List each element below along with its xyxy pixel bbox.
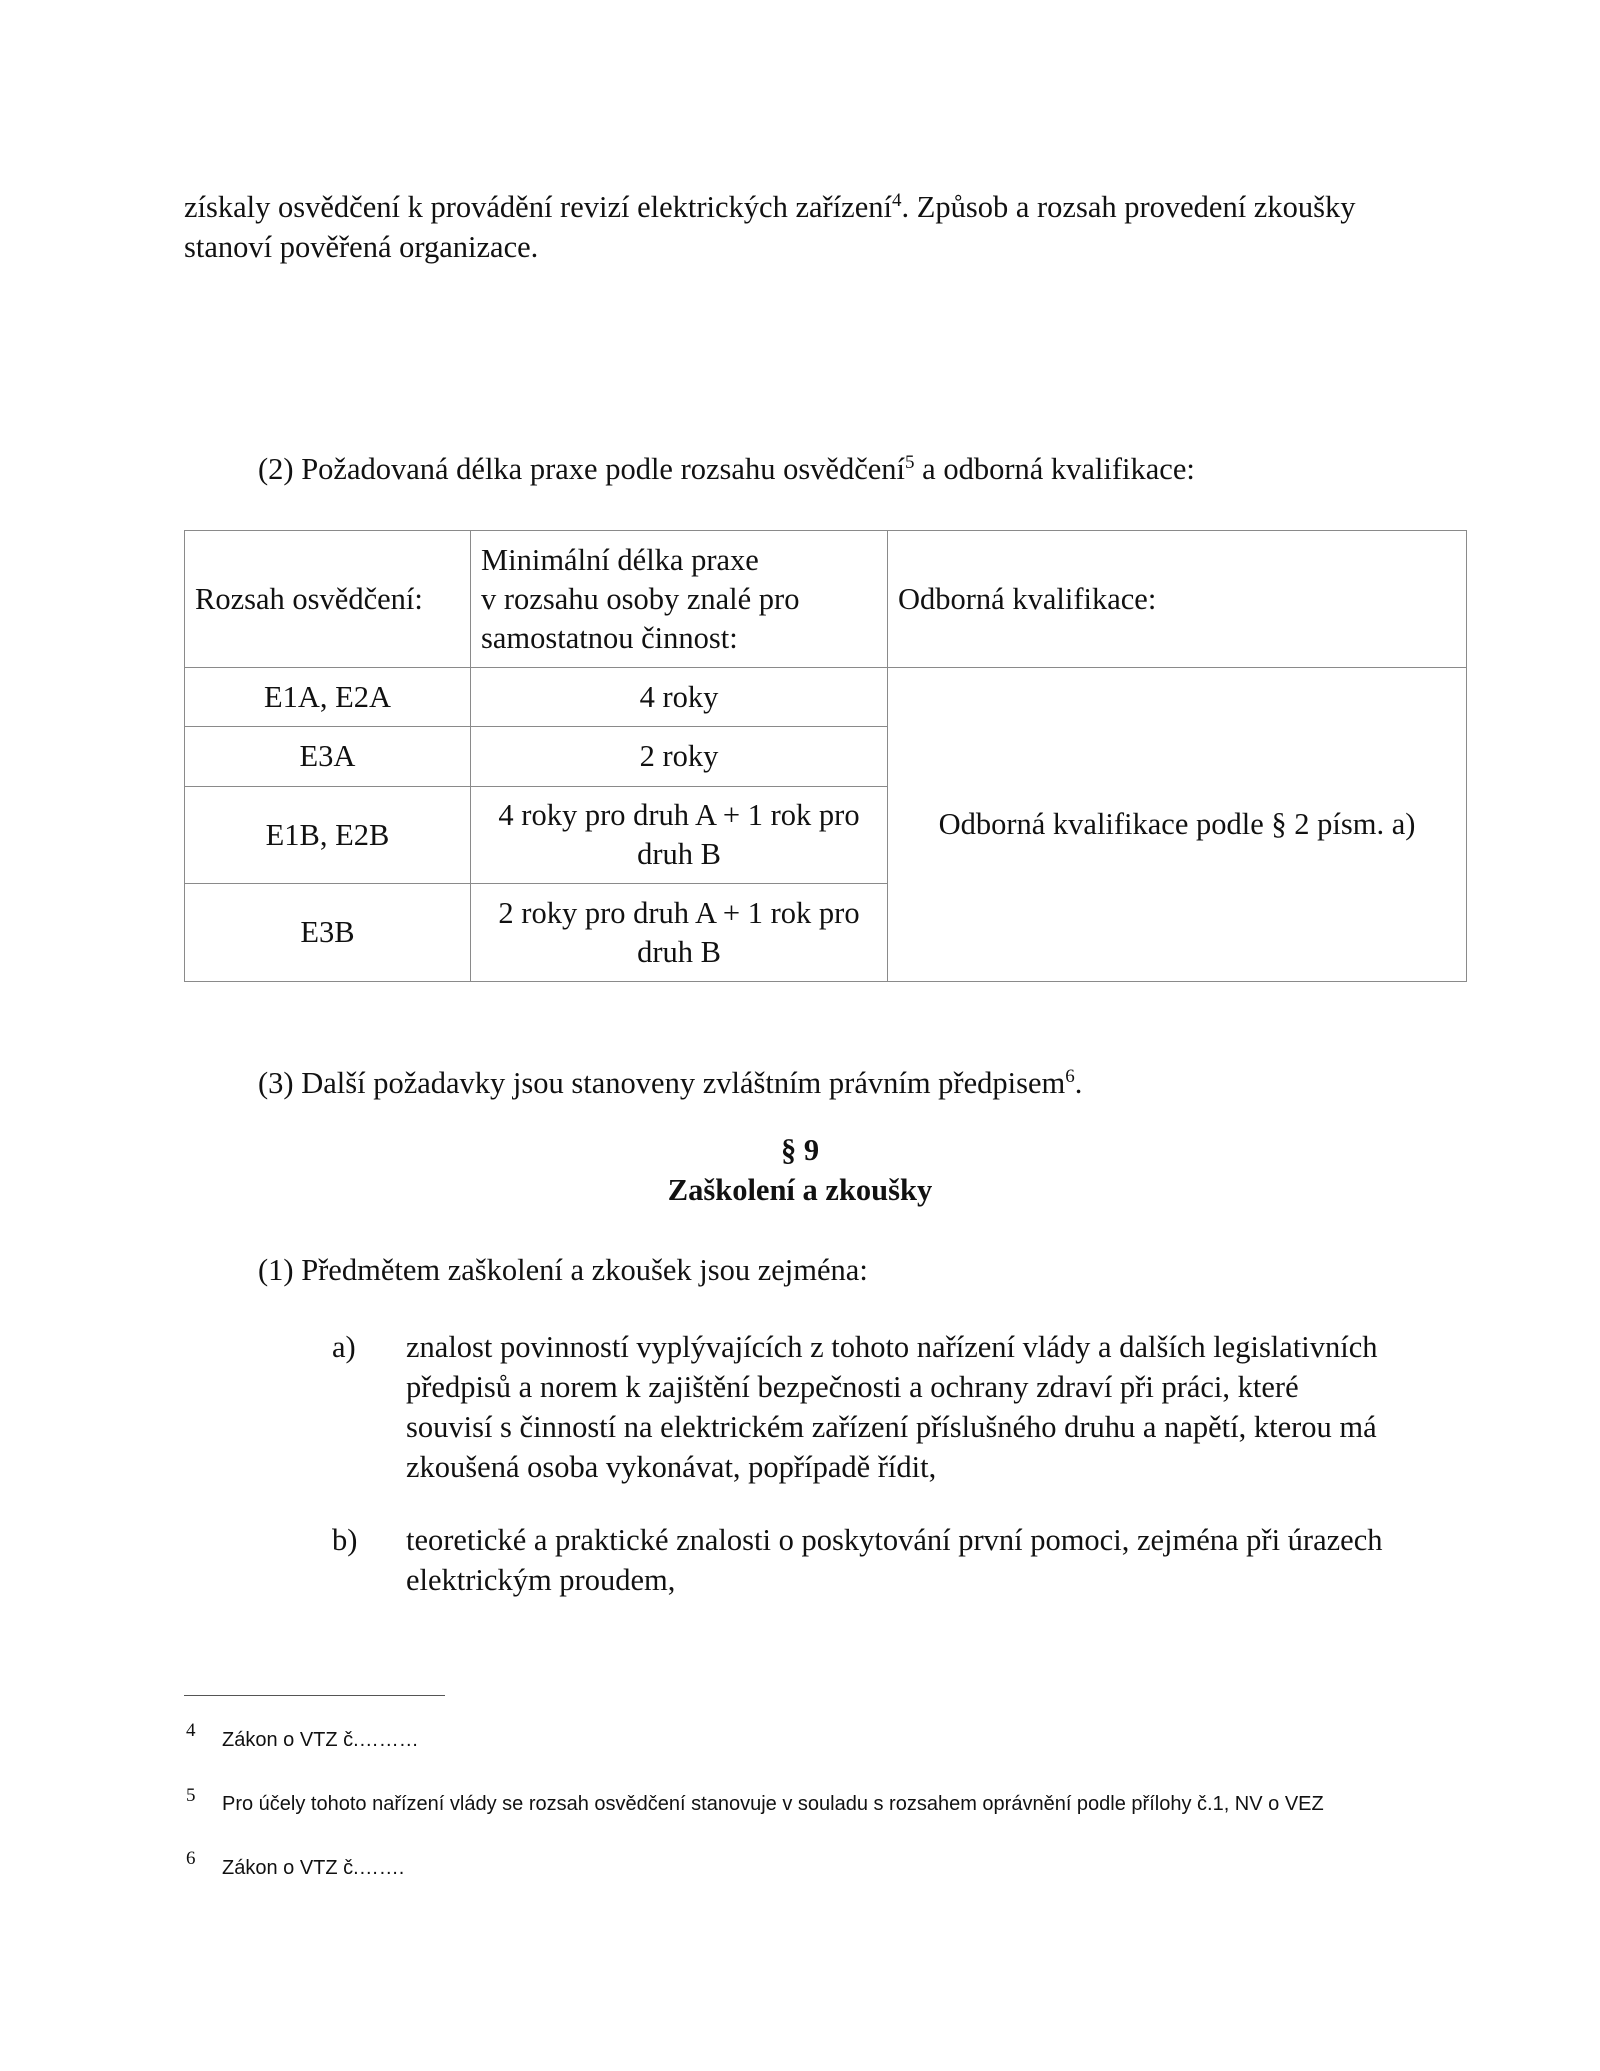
list-item-line: teoretické a praktické znalosti o poskytování první pomoci, zejména při úrazech <box>406 1523 1383 1557</box>
cell-qualification: Odborná kvalifikace podle § 2 písm. a) <box>888 668 1467 982</box>
paragraph-2-text-a: (2) Požadovaná délka praxe podle rozsahu osvědčení <box>258 452 906 486</box>
cell-practice-line: 2 roky <box>639 739 719 773</box>
footnote-ref-6[interactable]: 6 <box>1065 1066 1075 1087</box>
list-item-text <box>406 1327 1426 1487</box>
list-item-line: souvisí s činností na elektrickém zařízení příslušného druhu a napětí, kterou má <box>406 1410 1377 1444</box>
cell-practice <box>471 787 888 884</box>
paragraph-2 <box>258 449 1195 489</box>
cell-practice <box>471 727 888 787</box>
cell-scope: E1B, E2B <box>185 787 471 884</box>
list-item-line: zkoušená osoba vykonávat, popřípadě řídit, <box>406 1450 937 1484</box>
paragraph-3-text-a: (3) Další požadavky jsou stanoveny zvláštním právním předpisem <box>258 1066 1066 1100</box>
section-number: § 9 <box>780 1133 820 1167</box>
cell-practice-line: druh B <box>637 934 721 969</box>
header-practice-line: v rozsahu osoby znalé pro <box>481 581 800 616</box>
section-title: Zaškolení a zkoušky <box>667 1173 933 1207</box>
header-scope: Rozsah osvědčení: <box>185 531 471 668</box>
list-item-label: b) <box>332 1523 358 1557</box>
intro-text-b: . Způsob a rozsah provedení zkoušky stanoví pověřená organizace. <box>184 190 1356 264</box>
list-item-label: a) <box>332 1330 356 1364</box>
cell-practice-line: druh B <box>637 837 721 871</box>
footnote-text: Zákon o VTZ č.……… <box>222 1729 419 1751</box>
list-item-line: znalost povinností vyplývajících z tohoto nařízení vlády a dalších legislativních <box>406 1330 1378 1364</box>
cell-practice-line: 4 roky <box>639 679 719 714</box>
list-item-line: předpisů a norem k zajištění bezpečnosti a ochrany zdraví při práci, které <box>406 1370 1299 1404</box>
cell-practice-line: 4 roky pro druh A + 1 rok pro <box>498 798 860 832</box>
footnote-number: 5 <box>186 1785 196 1806</box>
paragraph-3-text-b: . <box>1074 1066 1083 1100</box>
footnote-separator <box>184 1695 445 1696</box>
paragraph-3 <box>258 1063 1082 1103</box>
list-item-line: elektrickým proudem, <box>406 1563 676 1597</box>
header-practice <box>471 531 888 668</box>
footnote-text: Pro účely tohoto nařízení vlády se rozsah osvědčení stanovuje v souladu s rozsahem oprávnění podle přílohy č.1, NV o VEZ <box>222 1793 1324 1815</box>
requirements-table <box>184 530 1467 982</box>
footnote-number: 4 <box>186 1720 196 1741</box>
cell-practice <box>471 668 888 727</box>
paragraph-2-text-b: a odborná kvalifikace: <box>914 452 1195 486</box>
cell-scope: E3B <box>185 884 471 982</box>
header-practice-line: Minimální délka praxe <box>481 542 759 577</box>
list-item-text <box>406 1520 1426 1600</box>
cell-practice-line: 2 roky pro druh A + 1 rok pro <box>498 895 860 930</box>
cell-scope: E1A, E2A <box>185 668 471 727</box>
footnote-text: Zákon o VTZ č.……. <box>222 1857 405 1879</box>
footnote-number: 6 <box>186 1848 196 1869</box>
table-header-row <box>185 531 1467 668</box>
footnote-ref-5[interactable]: 5 <box>905 452 915 473</box>
cell-scope: E3A <box>185 727 471 787</box>
footnote-ref-4[interactable]: 4 <box>891 190 902 211</box>
header-practice-line: samostatnou činnost: <box>481 620 738 655</box>
intro-text-a: získaly osvědčení k provádění revizí elektrických zařízení <box>184 190 892 224</box>
section-paragraph-1: (1) Předmětem zaškolení a zkoušek jsou zejména: <box>258 1253 868 1287</box>
table-row <box>185 668 1467 727</box>
intro-paragraph <box>184 187 1424 267</box>
cell-practice <box>471 884 888 982</box>
header-qualification: Odborná kvalifikace: <box>888 531 1467 668</box>
